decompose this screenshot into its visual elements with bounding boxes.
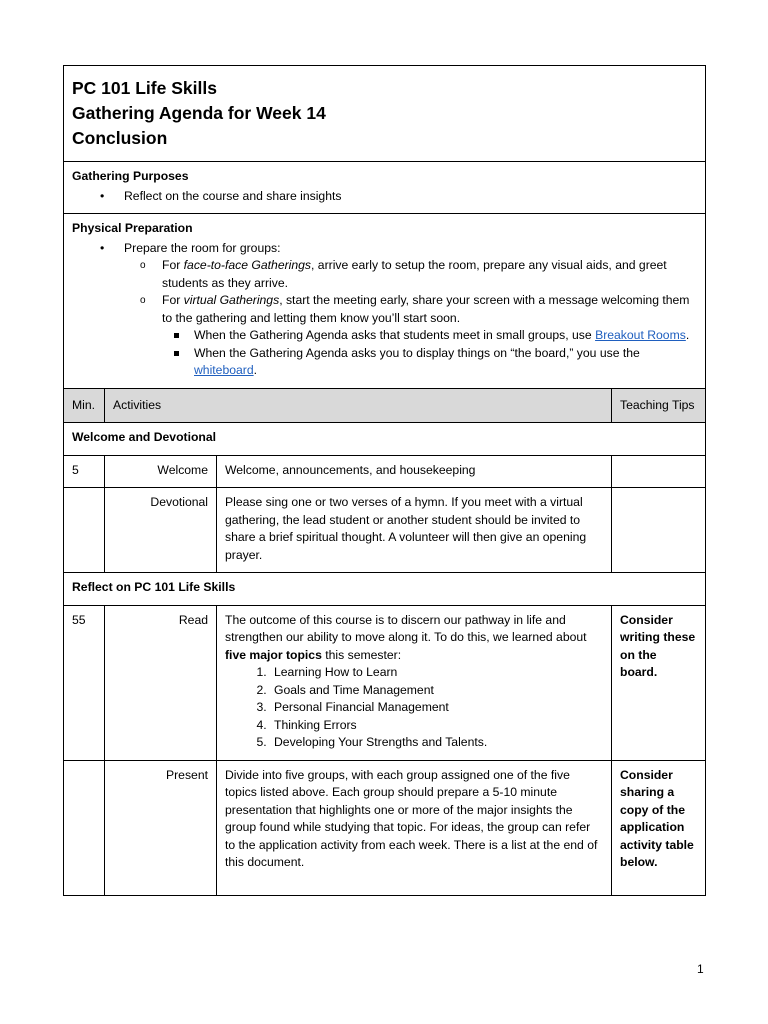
prep-face-item: [162, 257, 697, 292]
prep-cell: [64, 214, 706, 389]
header-activities: Activities: [105, 388, 612, 423]
welcome-min: 5: [64, 455, 105, 488]
course-title: PC 101 Life Skills: [72, 78, 217, 98]
face-emphasis: face-to-face Gatherings: [183, 258, 312, 272]
table-row: [64, 455, 706, 488]
read-text-pre: The outcome of this course is to discern our pathway in life and strengthen our ability to move along it. To do this, we learned about: [225, 612, 587, 644]
face-prefix: For: [162, 258, 184, 272]
welcome-label: Welcome: [105, 455, 217, 488]
breakout-rooms-link[interactable]: Breakout Rooms: [595, 328, 686, 342]
present-tip: Consider sharing a copy of the application activity table below.: [612, 760, 706, 895]
section-reflect-row: [64, 573, 706, 606]
prep-virtual-item: [162, 292, 697, 380]
read-text-bold: five major topics: [225, 647, 322, 662]
prep-row: [64, 214, 706, 389]
devotional-label: Devotional: [105, 488, 217, 573]
devotional-tip: [612, 488, 706, 573]
whiteboard-end: .: [253, 363, 258, 377]
virtual-rest: , start the meeting early, share your screen with a message welcoming them to the gathering and letting them know you’ll start soon.: [162, 293, 690, 325]
header-tips: Teaching Tips: [612, 388, 706, 423]
breakout-item: [194, 327, 697, 345]
section-welcome-heading: Welcome and Devotional: [64, 423, 706, 456]
page-number: 1: [697, 962, 704, 976]
devotional-min: [64, 488, 105, 573]
welcome-tip: [612, 455, 706, 488]
whiteboard-link[interactable]: whiteboard: [194, 363, 254, 377]
purposes-cell: [64, 162, 706, 214]
list-item: 3. Personal Financial Management: [270, 699, 603, 717]
agenda-title: Gathering Agenda for Week 14: [72, 103, 326, 123]
agenda-page: [63, 65, 705, 896]
section-welcome-row: [64, 423, 706, 456]
virtual-sublist: [162, 327, 697, 380]
read-text-post: this semester:: [321, 647, 402, 662]
prep-list: [72, 240, 697, 380]
purposes-heading: Gathering Purposes: [72, 169, 189, 183]
welcome-text: Welcome, announcements, and housekeeping: [217, 455, 612, 488]
title-cell: [64, 66, 706, 162]
face-rest: , arrive early to setup the room, prepare any visual aids, and greet students as they arrive.: [162, 258, 667, 290]
list-item: 4. Thinking Errors: [270, 717, 603, 735]
purposes-list: [72, 188, 697, 206]
list-item: 2. Goals and Time Management: [270, 682, 603, 700]
present-min: [64, 760, 105, 895]
table-header-row: [64, 388, 706, 423]
prep-item: [124, 240, 697, 380]
list-item: 5. Developing Your Strengths and Talents.: [270, 734, 603, 752]
prep-sublist: [124, 257, 697, 380]
breakout-end: .: [685, 328, 690, 342]
week-topic-title: Conclusion: [72, 128, 168, 148]
whiteboard-item: [194, 345, 697, 380]
virtual-emphasis: virtual Gatherings: [183, 293, 280, 307]
purposes-row: [64, 162, 706, 214]
read-min: 55: [64, 605, 105, 760]
whiteboard-text: When the Gathering Agenda asks you to display things on “the board,” you use the: [194, 345, 640, 360]
purpose-item: • Reflect on the course and share insights: [124, 188, 697, 206]
prep-heading: Physical Preparation: [72, 221, 193, 235]
table-row: [64, 760, 706, 895]
read-label: Read: [105, 605, 217, 760]
title-row: [64, 66, 706, 162]
present-text: Divide into five groups, with each group assigned one of the five topics listed above. Each group should prepare a 5-10 minute presentation that highlights one or more of the major insights the group found while studying that topic. For ideas, the group can refer to the application activity from each week. There is a list at the end of this document.: [217, 760, 612, 895]
list-item: 1. Learning How to Learn: [270, 664, 603, 682]
devotional-text: Please sing one or two verses of a hymn. If you meet with a virtual gathering, the lead student or another student should be invited to share a brief spiritual thought. A volunteer will then give an opening prayer.: [217, 488, 612, 573]
read-text-cell: [217, 605, 612, 760]
table-row: [64, 605, 706, 760]
section-reflect-heading: Reflect on PC 101 Life Skills: [64, 573, 706, 606]
table-row: [64, 488, 706, 573]
agenda-table: [63, 65, 706, 896]
header-min: Min.: [64, 388, 105, 423]
present-label: Present: [105, 760, 217, 895]
virtual-prefix: For: [162, 293, 184, 307]
breakout-text: When the Gathering Agenda asks that students meet in small groups, use: [194, 328, 596, 342]
prep-bullet-text: Prepare the room for groups:: [124, 240, 281, 255]
read-tip: Consider writing these on the board.: [612, 605, 706, 760]
topics-list: [225, 664, 603, 752]
